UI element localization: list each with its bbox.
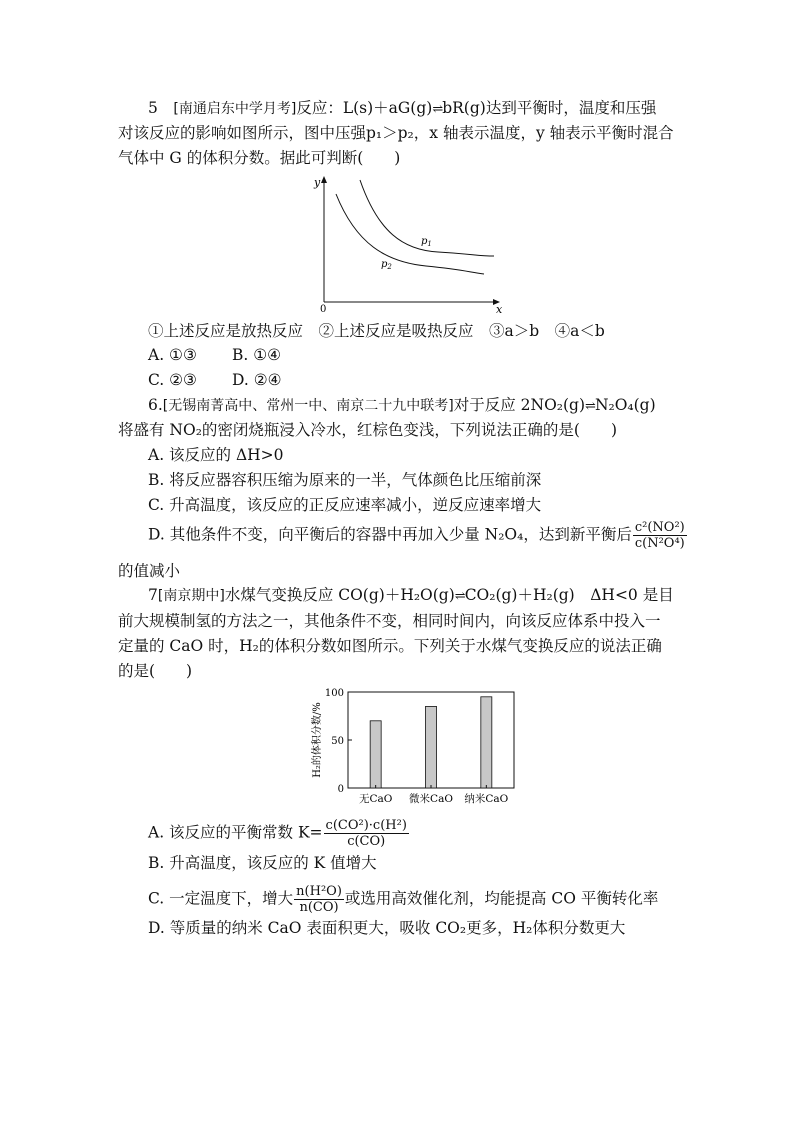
q5-p1-label: $p_1$ (421, 236, 432, 248)
bar (370, 721, 381, 788)
q5-option-a: A. ①③ (148, 346, 197, 364)
q6-option-a: A. 该反应的 ΔH>0 (148, 446, 284, 464)
y-tick-label: 100 (324, 688, 344, 699)
q6-option-d: D. 其他条件不变，向平衡后的容器中再加入少量 N₂O₄，达到新平衡后 $\frac{\text{c²(NO²)}}{\text{c(N²O⁴)}}$ (148, 520, 685, 551)
q7-k-fraction: $\frac{\text{c(CO²)·c(H²)}}{c(CO)}$ (325, 818, 407, 849)
q5-y-arrow (321, 176, 327, 183)
bar (481, 697, 492, 788)
q6-line-1: 6.[无锡南菁高中、常州一中、南京二十九中联考]对于反应 2NO₂(g)⇌N₂O₄(g) (148, 396, 656, 414)
y-axis-label: H₂的体积分数/% (312, 702, 323, 778)
q5-line-1: 5 [南通启东中学月考]反应：L(s)＋aG(g)⇌bR(g)达到平衡时，温度和压强 (148, 99, 657, 117)
q6-option-d-tail: 的值减小 (118, 562, 181, 580)
y-tick-label: 50 (331, 736, 344, 747)
q6-option-c: C. 升高温度，该反应的正反应速率减小，逆反应速率增大 (148, 496, 542, 514)
q5-option-c: C. ②③ (148, 371, 197, 389)
q5-statements: ①上述反应是放热反应 ②上述反应是吸热反应 ③a＞b ④a＜b (148, 322, 605, 340)
q7-option-c: C. 一定温度下，增大 $\frac{\text{n(H²O)}}{n(CO)}$ 或选用高效催化剂，均能提高 CO 平衡转化率 (148, 884, 659, 915)
y-tick-label: 0 (337, 784, 344, 795)
q5-y-label: y (314, 176, 321, 189)
q7-bar-chart (300, 682, 530, 810)
q5-origin: 0 (320, 304, 327, 314)
q5-option-b: B. ①④ (232, 346, 282, 364)
x-tick-label: 无CaO (358, 793, 393, 805)
q7-line-3: 定量的 CaO 时，H₂的体积分数如图所示。下列关于水煤气变换反应的说法正确 (118, 637, 662, 655)
q6-line-2: 将盛有 NO₂的密闭烧瓶浸入冷水，红棕色变浅，下列说法正确的是( ) (118, 421, 618, 439)
bar (426, 706, 437, 788)
q5-line-3: 气体中 G 的体积分数。据此可判断( ) (118, 149, 401, 167)
q7-ratio-fraction: $\frac{\text{n(H²O)}}{n(CO)}$ (296, 884, 342, 915)
q5-line-2: 对该反应的影响如图所示，图中压强p₁＞p₂，x 轴表示温度，y 轴表示平衡时混合 (118, 124, 674, 142)
x-tick-label: 微米CaO (409, 793, 453, 805)
q6-fraction: $\frac{\text{c²(NO²)}}{\text{c(N²O⁴)}}$ (634, 520, 685, 551)
x-tick-label: 纳米CaO (464, 793, 509, 805)
q7-option-b: B. 升高温度，该反应的 K 值增大 (148, 854, 377, 872)
q6-option-b: B. 将反应器容积压缩为原来的一半，气体颜色比压缩前深 (148, 471, 542, 489)
q5-curve-chart (308, 172, 508, 314)
q5-option-d: D. ②④ (232, 371, 282, 389)
q5-p2-label: $p_2$ (381, 259, 392, 271)
q7-option-d: D. 等质量的纳米 CaO 表面积更大，吸收 CO₂更多，H₂体积分数更大 (148, 919, 626, 937)
q7-option-a: A. 该反应的平衡常数 K= $\frac{\text{c(CO²)·c(H²)}}{c(CO)}$ (148, 818, 407, 849)
q5-x-label: x (496, 303, 503, 314)
q5-curve-p2 (336, 194, 484, 274)
q7-line-2: 前大规模制氢的方法之一，其他条件不变，相同时间内，向该反应体系中投入一 (118, 612, 661, 630)
q7-line-1: 7[南京期中]水煤气变换反应 CO(g)＋H₂O(g)⇌CO₂(g)＋H₂(g) ΔH<0 是目 (148, 586, 674, 604)
q7-line-4: 的是( ) (118, 662, 193, 680)
